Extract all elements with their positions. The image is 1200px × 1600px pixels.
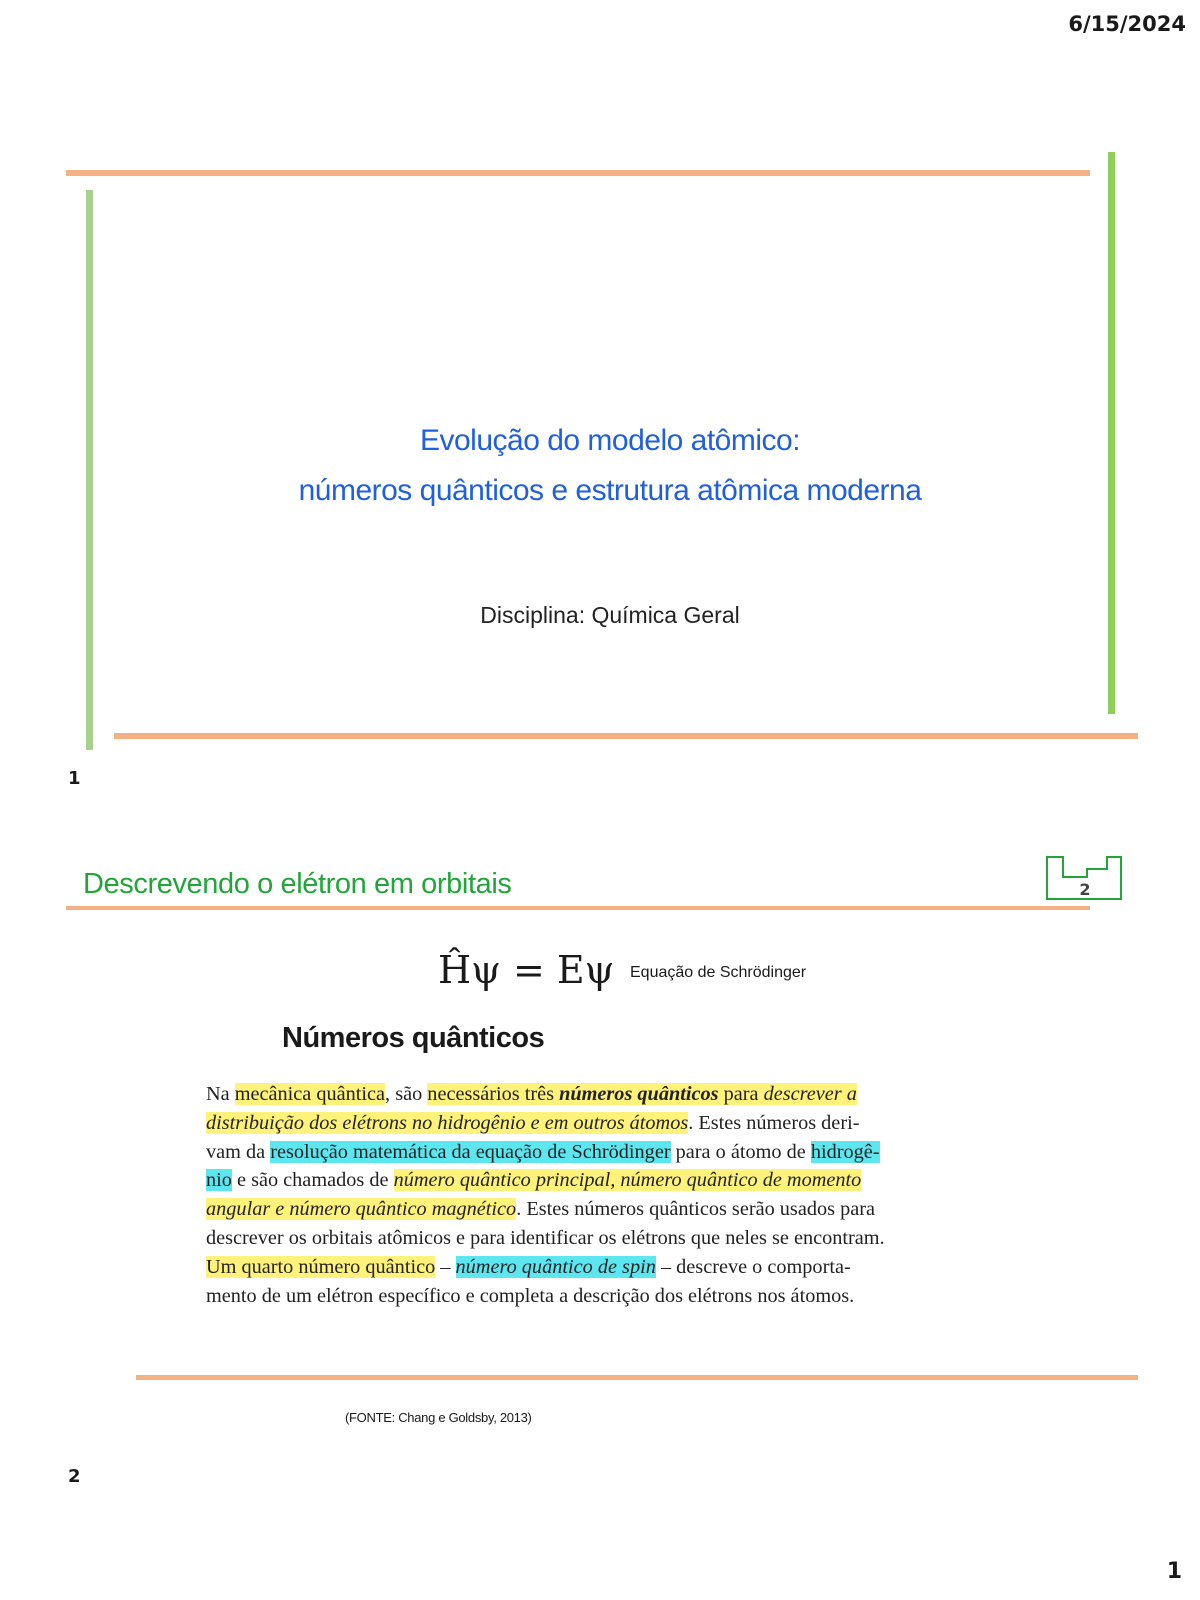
schrodinger-equation: Ĥψ = Eψ (438, 948, 615, 992)
paragraph-line: distribuição dos elétrons no hidrogênio e em outros átomos. Estes números deri- (206, 1111, 860, 1134)
paragraph-line: mento de um elétron específico e completa a descrição dos elétrons nos átomos. (206, 1284, 855, 1307)
slide1-bottom-bar (114, 733, 1138, 739)
slide1-subtitle: Disciplina: Química Geral (480, 602, 740, 628)
paragraph-line: nio e são chamados de número quântico principal, número quântico de momento (206, 1169, 862, 1192)
page-number: 1 (1166, 1559, 1182, 1584)
paragraph-line: Um quarto número quântico – número quântico de spin – descreve o comporta- (206, 1255, 851, 1278)
slide2-title-bar (66, 906, 1090, 910)
paragraph-line: vam da resolução matemática da equação de Schrödinger para o átomo de hidrogê- (206, 1140, 880, 1163)
source-citation: (FONTE: Chang e Goldsby, 2013) (345, 1410, 532, 1425)
paragraph-line: Na mecânica quântica, são necessários três números quânticos para descrever a (206, 1083, 857, 1105)
logo-number: 2 (1079, 880, 1091, 899)
slide2-title: Descrevendo o elétron em orbitais (83, 868, 512, 900)
periodic-table-icon (1045, 855, 1123, 901)
document-date: 6/15/2024 (1068, 12, 1186, 36)
equation-caption: Equação de Schrödinger (630, 964, 807, 981)
slide1-left-bar (86, 190, 93, 750)
slide1-title (100, 416, 1120, 516)
slide1-top-bar (66, 170, 1090, 176)
slide2-bottom-bar (136, 1375, 1138, 1380)
slide1-title-line1: Evolução do modelo atômico: (419, 424, 801, 457)
slide1-number: 1 (68, 768, 81, 789)
quantum-numbers-paragraph (206, 1080, 968, 1310)
paragraph-line: angular e número quântico magnético. Estes números quânticos serão usados para (206, 1198, 875, 1221)
quantum-numbers-heading: Números quânticos (282, 1022, 545, 1054)
paragraph-line: descrever os orbitais atômicos e para identificar os elétrons que neles se encontram. (206, 1226, 885, 1249)
slide2-number: 2 (68, 1466, 81, 1487)
slide1-title-line2: números quânticos e estrutura atômica moderna (298, 474, 922, 507)
